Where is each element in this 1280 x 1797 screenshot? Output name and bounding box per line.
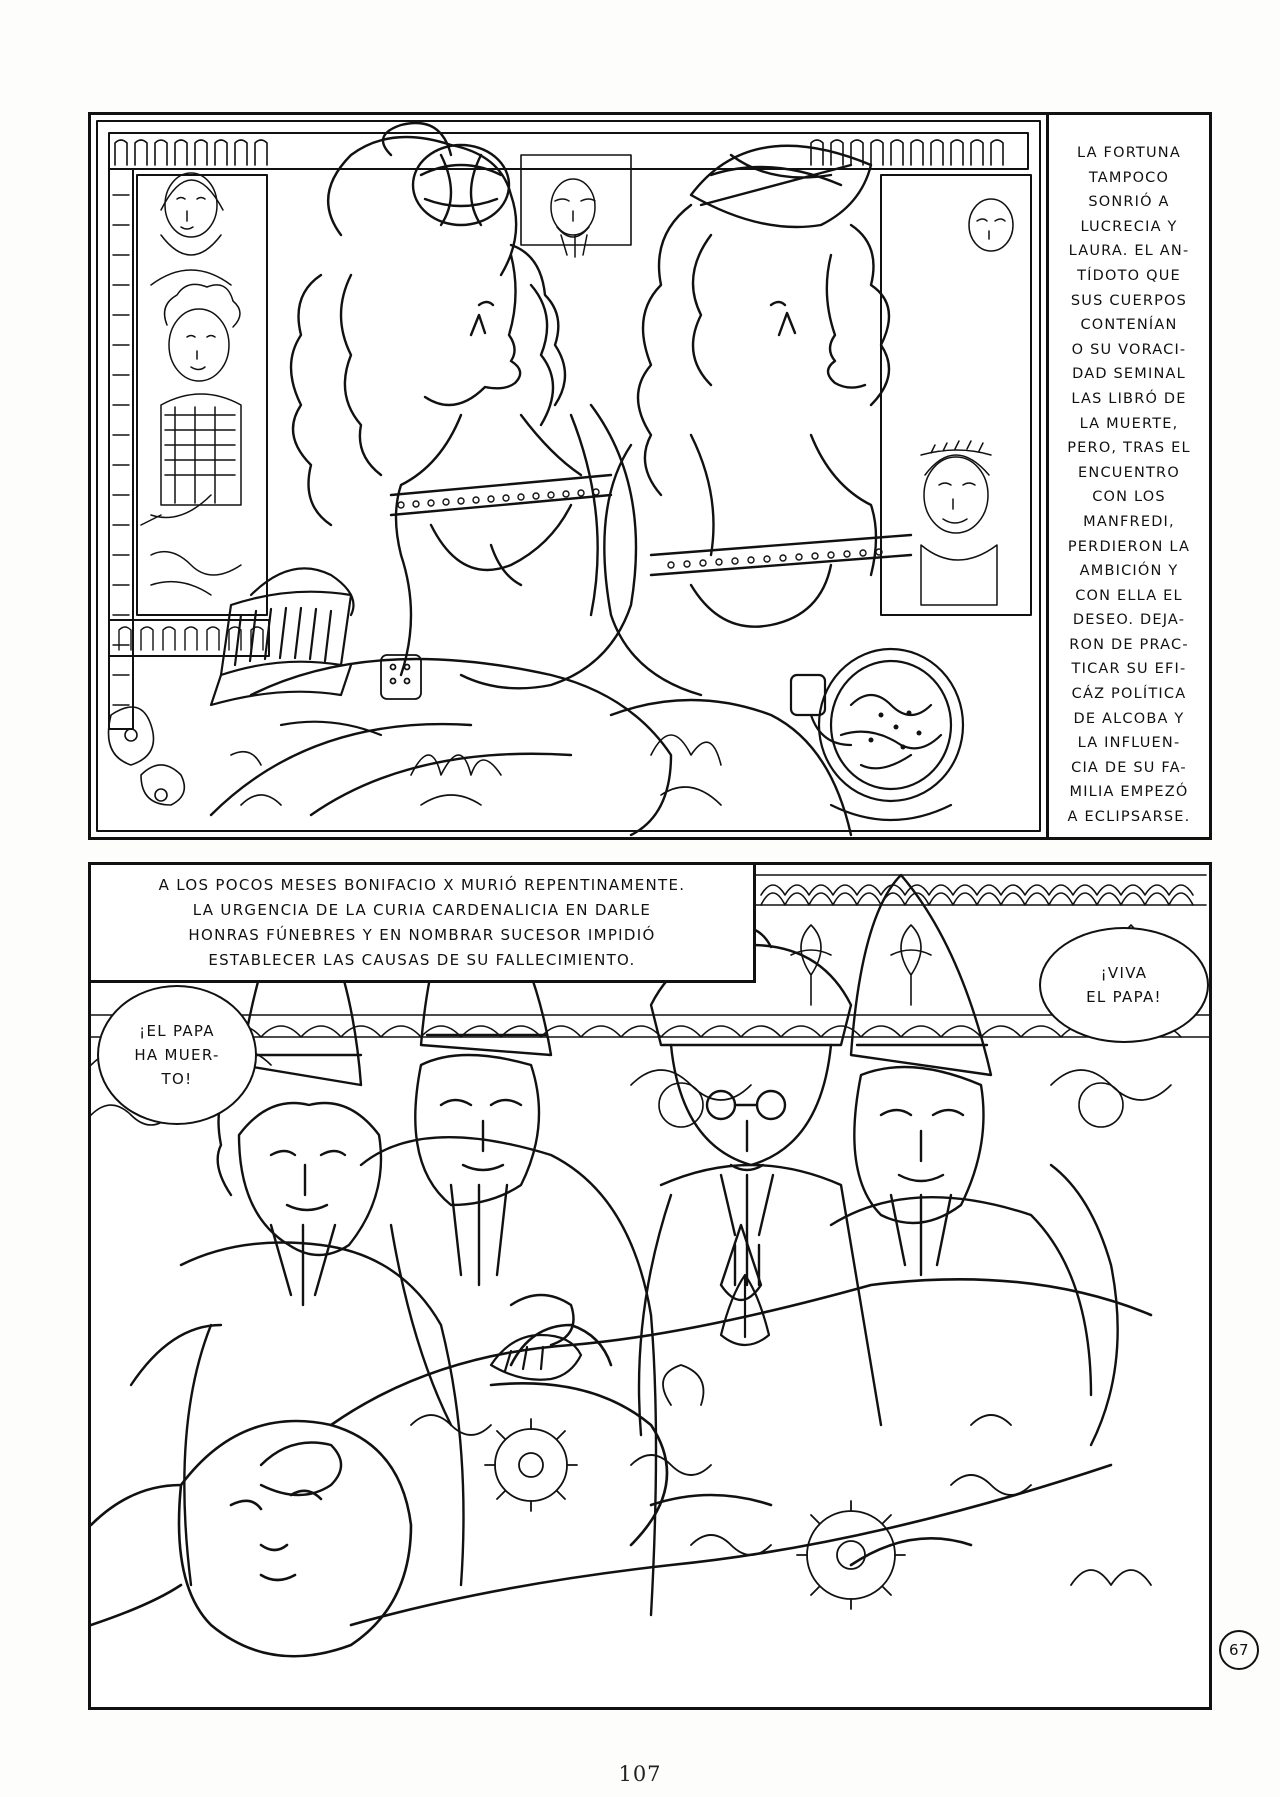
caption-line: TÍDOTO QUE	[1077, 267, 1181, 284]
caption-line: LAS LIBRÓ DE	[1071, 390, 1187, 407]
speech-bubble-right	[1039, 927, 1209, 1043]
caption-line: CON ELLA EL	[1075, 587, 1183, 604]
caption-line: A ECLIPSARSE.	[1067, 809, 1191, 826]
narration-caption-column	[1046, 115, 1209, 837]
speech-line: TO!	[161, 1070, 193, 1088]
caption-line: CONTENÍAN	[1080, 317, 1178, 334]
caption-line: PERDIERON LA	[1067, 538, 1191, 555]
caption-line: SONRIÓ A	[1088, 194, 1170, 211]
caption-line: LA FORTUNA	[1077, 145, 1181, 161]
caption-line: CÁZ POLÍTICA	[1071, 686, 1187, 703]
panel-lucrecia-laura	[88, 112, 1212, 840]
caption-line: RON DE PRAC-	[1069, 636, 1189, 653]
caption-line: MANFREDI,	[1083, 513, 1175, 530]
caption-line: DE ALCOBA Y	[1073, 710, 1185, 727]
caption-line: CIA DE SU FA-	[1071, 759, 1187, 776]
caption-line: LA INFLUEN-	[1077, 735, 1181, 752]
caption-line: LA URGENCIA DE LA CURIA CARDENALICIA EN DARLE	[192, 900, 652, 919]
caption-line: LAURA. EL AN-	[1068, 243, 1190, 260]
panel-pope-death	[88, 862, 1212, 1710]
caption-line: DESEO. DEJA-	[1072, 612, 1186, 629]
caption-line: HONRAS FÚNEBRES Y EN NOMBRAR SUCESOR IMPIDIÓ	[188, 925, 656, 944]
caption-line: LA MUERTE,	[1079, 415, 1179, 432]
caption-line: ESTABLECER LAS CAUSAS DE SU FALLECIMIENTO.	[208, 950, 636, 969]
narration-caption-box	[91, 865, 756, 983]
narration-caption	[1067, 141, 1191, 830]
caption-line: A LOS POCOS MESES BONIFACIO X MURIÓ REPENTINAMENTE.	[158, 875, 686, 894]
speech-line: ¡VIVA	[1100, 964, 1148, 982]
caption-line: PERO, TRAS EL	[1067, 440, 1191, 457]
plate-number: 67	[1219, 1630, 1259, 1670]
caption-line: AMBICIÓN Y	[1079, 563, 1179, 580]
caption-line: CON LOS	[1092, 489, 1166, 506]
caption-line: TICAR SU EFI-	[1071, 661, 1187, 678]
page-number: 107	[618, 1762, 662, 1786]
caption-line: ENCUENTRO	[1078, 464, 1180, 481]
speech-line: EL PAPA!	[1086, 988, 1162, 1006]
speech-bubble-left	[97, 985, 257, 1125]
speech-line: ¡EL PAPA	[139, 1022, 215, 1040]
twin-women-illustration	[91, 115, 1046, 837]
caption-line: DAD SEMINAL	[1072, 366, 1186, 383]
speech-text	[1086, 961, 1162, 1009]
caption-line: MILIA EMPEZÓ	[1069, 784, 1189, 801]
caption-line: O SU VORACI-	[1071, 341, 1187, 358]
caption-line: LUCRECIA Y	[1080, 218, 1178, 235]
speech-line: HA MUER-	[134, 1046, 220, 1064]
caption-line: SUS CUERPOS	[1070, 292, 1188, 309]
narration-caption	[159, 873, 686, 973]
caption-line: TAMPOCO	[1088, 169, 1170, 186]
speech-text	[134, 1019, 219, 1091]
